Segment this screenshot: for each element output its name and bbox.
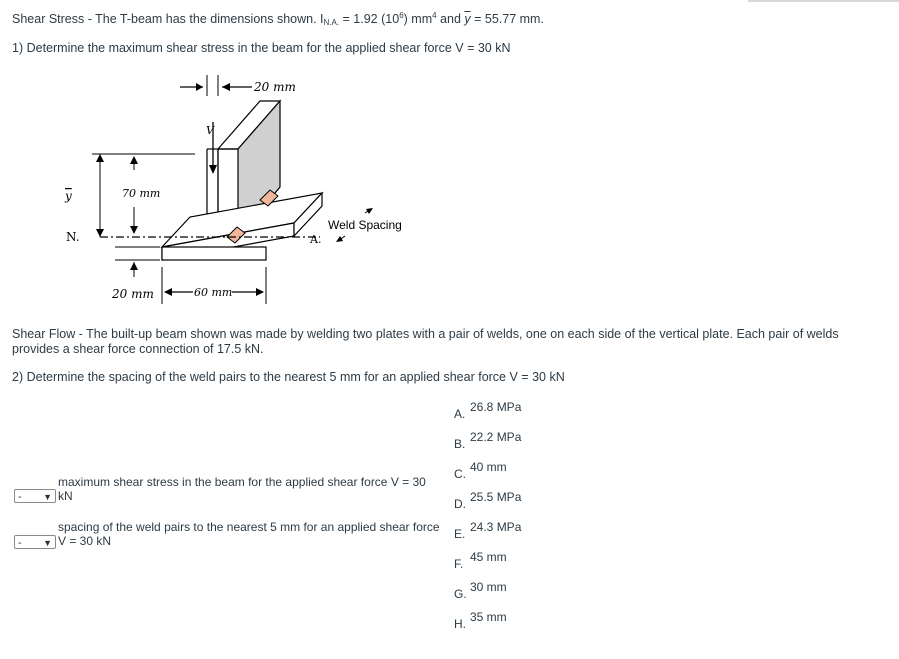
option-text-d: 25.5 MPa — [470, 490, 522, 504]
header-ybar: $\overline{y}$ — [464, 12, 471, 26]
answer-select-2[interactable] — [14, 535, 56, 549]
label-NA-left: N. — [66, 230, 80, 244]
option-text-a: 26.8 MPa — [470, 400, 522, 414]
option-text-e: 24.3 MPa — [470, 520, 522, 534]
label-60mm: 60 mm — [194, 286, 233, 299]
shear-flow-description: Shear Flow - The built-up beam shown was made by welding two plates with a pair of welds, one on each side of the vertical plate. Each pair of welds provides a shear force connection of 17.5 kN. — [12, 327, 839, 356]
answer-select-1[interactable] — [14, 489, 56, 503]
label-20mm-top: 20 mm — [254, 80, 296, 94]
label-weld-spacing: Weld Spacing — [328, 218, 402, 232]
chevron-down-icon: ▼ — [43, 492, 52, 502]
dim-20mm-top — [180, 75, 296, 96]
header-text-3: ) mm — [403, 12, 433, 26]
header-text-1: Shear Stress - The T-beam has the dimensions shown. I — [12, 12, 324, 26]
option-text-b: 22.2 MPa — [470, 430, 522, 444]
weld-spacing — [328, 208, 402, 242]
option-text-f: 45 mm — [470, 550, 507, 564]
option-letter-e: E. — [454, 527, 466, 541]
option-text-g: 30 mm — [470, 580, 507, 594]
dim-20mm-bottom — [111, 247, 160, 301]
header-text-end: = 55.77 mm. — [470, 12, 544, 26]
option-letter-c: C. — [454, 467, 466, 481]
shear-force-arrow — [206, 122, 217, 174]
match-prompt-2: spacing of the weld pairs to the nearest 5 mm for an applied shear force V = 30 kN — [58, 520, 440, 548]
option-letter-b: B. — [454, 437, 466, 451]
header-text-and: and — [436, 12, 465, 26]
answer-select-2-value: - — [18, 537, 22, 549]
dim-60mm — [162, 267, 266, 304]
top-divider — [748, 0, 899, 2]
question-1: 1) Determine the maximum shear stress in the beam for the applied shear force V = 30 kN — [12, 41, 511, 55]
header-text-2: = 1.92 (10 — [339, 12, 400, 26]
match-prompt-1: maximum shear stress in the beam for the applied shear force V = 30 kN — [58, 475, 426, 503]
option-text-c: 40 mm — [470, 460, 507, 474]
header-exp-4: 4 — [432, 11, 437, 20]
label-ybar: y — [65, 189, 72, 203]
header-exp-6: 6 — [399, 11, 404, 20]
label-70mm: 70 mm — [122, 187, 161, 200]
option-letter-g: G. — [454, 587, 467, 601]
option-letter-h: H. — [454, 617, 466, 631]
t-beam-figure — [60, 72, 420, 312]
header-sub-na: N.A. — [323, 18, 340, 27]
option-text-h: 35 mm — [470, 610, 507, 624]
label-NA-right: A. — [310, 233, 322, 246]
label-V: V — [206, 124, 214, 137]
label-20mm-bottom: 20 mm — [112, 287, 154, 301]
answer-select-1-value: - — [18, 491, 22, 503]
problem-statement — [12, 8, 544, 30]
option-letter-d: D. — [454, 497, 466, 511]
option-letter-f: F. — [454, 557, 464, 571]
dim-70mm — [112, 154, 195, 234]
option-letter-a: A. — [454, 407, 466, 421]
dim-ybar — [64, 154, 112, 237]
question-2: 2) Determine the spacing of the weld pairs to the nearest 5 mm for an applied shear force V = 30 kN — [12, 370, 565, 384]
chevron-down-icon: ▼ — [43, 538, 52, 548]
